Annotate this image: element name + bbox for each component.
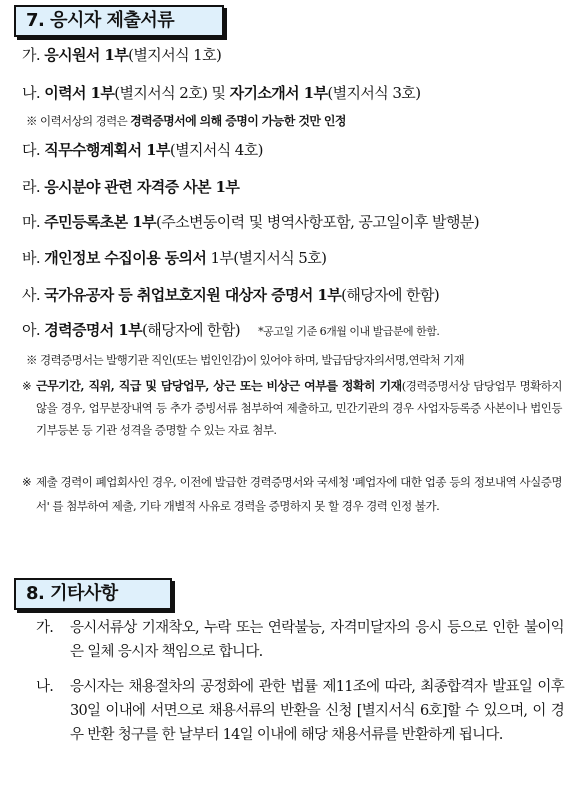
item-title: 국가유공자 등 취업보호지원 대상자 증명서 1부: [44, 286, 342, 304]
item-title: 경력증명서 1부: [44, 321, 143, 339]
doc-item-a: [22, 319, 439, 340]
item-title: 응시분야 관련 자격증 사본 1부: [44, 178, 240, 196]
note-text: (경력증명서상 담당업무 명확하지 않을 경우, 업무분장내역 등 추가 증빙서류 첨부하여 제출하고, 민간기관의 경우 사업자등록증 사본이나 법인등기부등본 등 기관 성격을 증명할 수 있는 자료 첨부.: [36, 379, 563, 437]
item-title: 응시원서 1부: [44, 46, 129, 64]
item-detail: (별지서식 1호): [128, 46, 222, 64]
item-label: 마.: [22, 213, 41, 231]
item-label: 다.: [22, 141, 41, 159]
item-label: 사.: [22, 286, 41, 304]
section-8-title: 8. 기타사항: [14, 578, 172, 610]
item-detail-2: (별지서식 3호): [327, 84, 421, 102]
note-work-period: [22, 375, 563, 441]
note-career-proof: [26, 112, 346, 129]
item-detail: (주소변동이력 및 병역사항포함, 공고일이후 발행분): [155, 213, 479, 231]
item-label: 가.: [22, 46, 41, 64]
item-title: 주민등록초본 1부: [44, 213, 156, 231]
item-detail: (해당자에 한함): [142, 321, 241, 339]
item-label: 바.: [22, 249, 41, 267]
doc-item-ba: [22, 247, 326, 268]
item-label: 라.: [22, 178, 41, 196]
item-text: 응시서류상 기재착오, 누락 또는 연락불능, 자격미달자의 응시 등으로 인한 불이익은 일체 응시자 책임으로 합니다.: [70, 620, 564, 660]
item-label: 아.: [22, 321, 41, 339]
note-text: 경력증명서는 발행기관 직인(또는 법인인감)이 있어야 하며, 발급담당자의서명,연락처 기재: [39, 353, 465, 367]
note-closed-company: [22, 470, 562, 518]
item-text: 응시자는 채용절차의 공정화에 관한 법률 제11조에 따라, 최종합격자 발표일 이후 30일 이내에 서면으로 채용서류의 반환을 신청 [별지서식 6호]할 수 있으며, 이 경우 반환 청구를 한 날부터 14일 이내에 해당 채용서류를 반환하게 됩니다.: [70, 679, 564, 743]
note-certificate-seal: [26, 352, 464, 368]
item-title: 이력서 1부: [44, 84, 115, 102]
doc-item-sa: [22, 284, 439, 305]
doc-item-ma: [22, 211, 479, 232]
note-mark: ※: [26, 114, 37, 128]
item-title-2: 자기소개서 1부: [229, 84, 328, 102]
doc-item-na: [22, 82, 420, 103]
item-label: 가.: [36, 620, 54, 636]
misc-item-ga: [36, 616, 564, 664]
note-mark: ※: [22, 379, 32, 393]
note-emphasis: 경력증명서에 의해 증명이 가능한 것만 인정: [130, 114, 346, 128]
item-detail: (해당자에 한함): [341, 286, 440, 304]
item-label: 나.: [22, 84, 41, 102]
doc-item-ra: [22, 176, 239, 197]
item-detail: (별지서식 4호): [169, 141, 263, 159]
note-text: 제출 경력이 폐업회사인 경우, 이전에 발급한 경력증명서와 국세청 '폐업자에 대한 업종 등의 정보내역 사실증명서' 를 첨부하여 제출, 기타 개별적 사유로 경력을 증명하지 못 할 경우 경력 인정 불가.: [36, 475, 562, 513]
misc-item-na: [36, 675, 564, 747]
item-title: 직무수행계획서 1부: [44, 141, 170, 159]
item-title: 개인정보 수집이용 동의서: [44, 249, 207, 267]
note-mark: ※: [22, 475, 32, 489]
item-label: 나.: [36, 679, 54, 695]
doc-item-da: [22, 139, 263, 160]
doc-item-ga: [22, 44, 221, 65]
note-mark: ※: [26, 353, 37, 367]
item-detail: 1부(별지서식 5호): [206, 249, 327, 267]
note-emphasis: 근무기간, 직위, 직급 및 담당업무, 상근 또는 비상근 여부를 정확히 기재: [36, 379, 402, 393]
section-7-title: 7. 응시자 제출서류: [14, 5, 224, 37]
item-detail: (별지서식 2호) 및: [114, 84, 230, 102]
item-small-note: *공고일 기준 6개월 이내 발급분에 한함.: [258, 325, 440, 338]
note-text: 이력서상의 경력은: [39, 114, 131, 128]
